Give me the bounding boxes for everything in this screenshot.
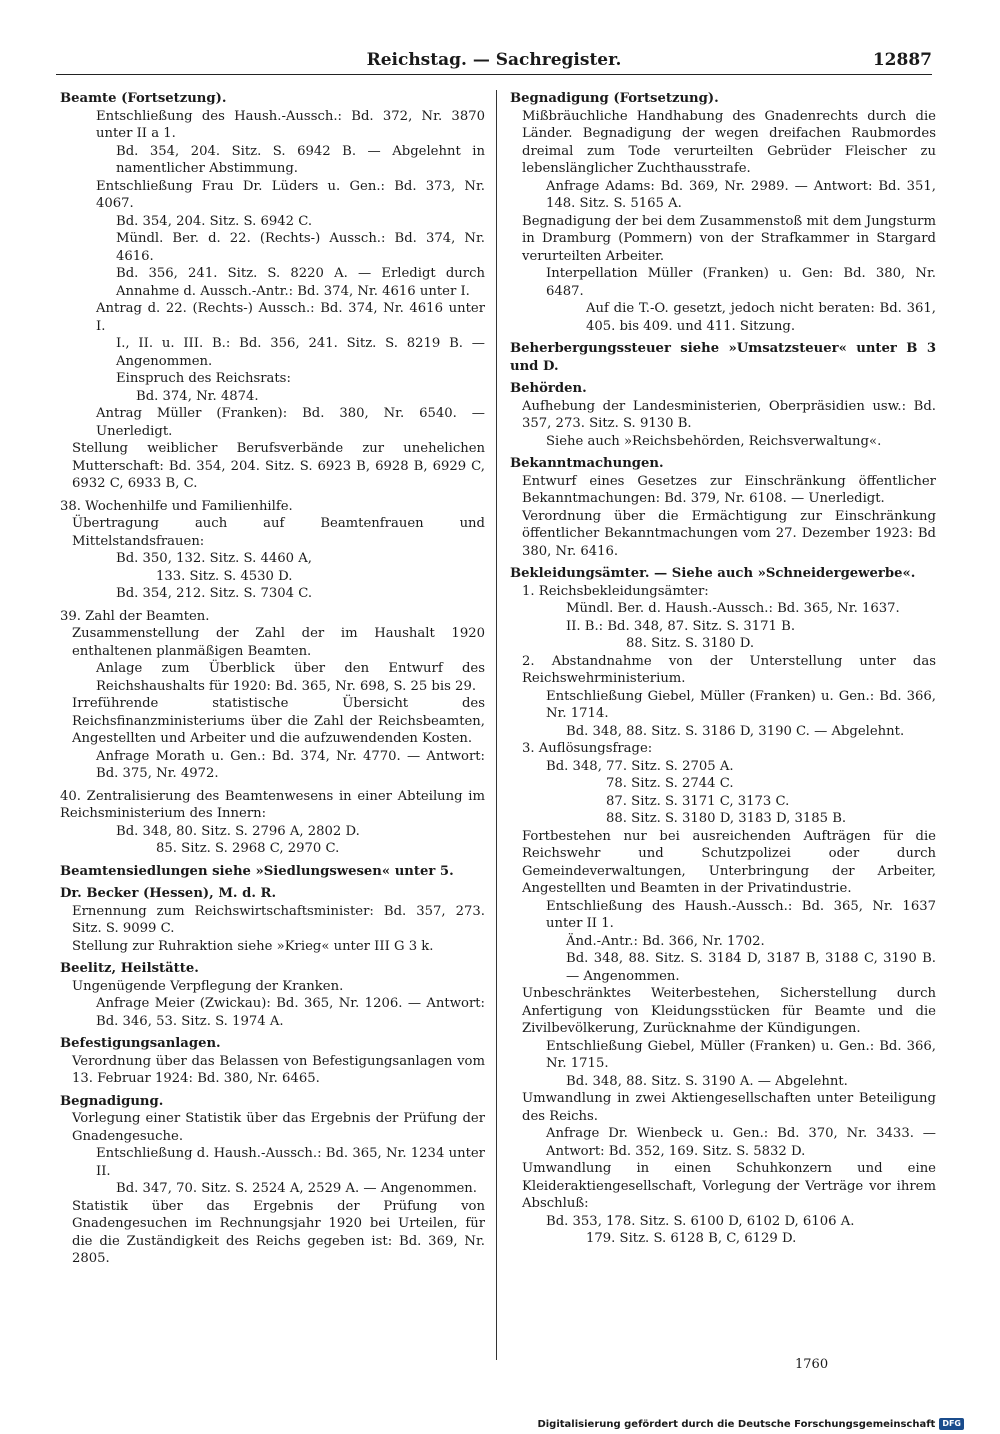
entry-line: Bd. 354, 204. Sitz. S. 6942 B. — Abgelehnt in namentlicher Abstimmung. [116, 143, 485, 176]
index-entry [510, 340, 936, 375]
entry-heading: Begnadigung. [60, 1093, 164, 1109]
entry-line: Bd. 348, 77. Sitz. S. 2705 A. [546, 758, 734, 774]
digitization-credit [537, 1418, 964, 1430]
entry-line: Änd.-Antr.: Bd. 366, Nr. 1702. [566, 933, 765, 949]
entry-line: Begnadigung der bei dem Zusammenstoß mit dem Jungsturm in Dramburg (Pommern) von der Strafkammer in Stargard verurteilten Arbeiter. [522, 213, 936, 264]
entry-line: Anfrage Dr. Wienbeck u. Gen.: Bd. 370, Nr. 3433. — Antwort: Bd. 352, 169. Sitz. S. 5832 D. [546, 1126, 936, 1159]
entry-line: Entschließung d. Haush.-Aussch.: Bd. 365, Nr. 1234 unter II. [96, 1146, 485, 1179]
entry-line: Umwandlung in zwei Aktiengesellschaften unter Beteiligung des Reichs. [522, 1091, 936, 1124]
right-column [510, 90, 936, 1360]
entry-line: Mündl. Ber. d. 22. (Rechts-) Aussch.: Bd. 374, Nr. 4616. [116, 231, 485, 264]
entry-line: Entschließung Giebel, Müller (Franken) u. Gen.: Bd. 366, Nr. 1715. [546, 1038, 936, 1071]
entry-line: Unbeschränktes Weiterbestehen, Sicherstellung durch Anfertigung von Kleidungsstücken für Beamte und die Zivilbevölkerung, Zurücknahme der Kündigungen. [522, 986, 936, 1036]
index-entry [60, 90, 485, 493]
entry-line: Anlage zum Überblick über den Entwurf des Reichshaushalts für 1920: Bd. 365, Nr. 698, S. 25 bis 29. [96, 661, 485, 694]
index-entry [510, 380, 936, 450]
entry-line: I., II. u. III. B.: Bd. 356, 241. Sitz. S. 8219 B. — Angenommen. [116, 336, 485, 369]
entry-heading: Beamtensiedlungen siehe »Siedlungswesen« unter 5. [60, 863, 454, 879]
entry-line: Bd. 354, 204. Sitz. S. 6942 C. [116, 213, 313, 229]
page-number-top: 12887 [872, 50, 932, 70]
entry-line: Entschließung des Haush.-Aussch.: Bd. 372, Nr. 3870 unter II a 1. [96, 108, 485, 141]
entry-line: Vorlegung einer Statistik über das Ergebnis der Prüfung der Gnadengesuche. [72, 1111, 485, 1144]
entry-line: Antrag Müller (Franken): Bd. 380, Nr. 6540. — Unerledigt. [96, 406, 485, 439]
entry-line: 1. Reichsbekleidungsämter: [522, 583, 709, 599]
entry-line: Übertragung auch auf Beamtenfrauen und Mittelstandsfrauen: [72, 516, 485, 549]
entry-line: Bd. 348, 88. Sitz. S. 3184 D, 3187 B, 3188 C, 3190 B. — Angenommen. [566, 951, 936, 984]
entry-line: Entschließung des Haush.-Aussch.: Bd. 365, Nr. 1637 unter II 1. [546, 898, 936, 931]
entry-line: Verordnung über das Belassen von Befestigungsanlagen vom 13. Februar 1924: Bd. 380, Nr. 6465. [72, 1053, 485, 1086]
left-column [60, 90, 485, 1360]
entry-line: Bd. 347, 70. Sitz. S. 2524 A, 2529 A. — Angenommen. [116, 1181, 477, 1196]
entry-line: Bd. 348, 88. Sitz. S. 3190 A. — Abgelehnt. [566, 1073, 848, 1089]
entry-line: 133. Sitz. S. 4530 D. [156, 568, 293, 584]
entry-line: 40. Zentralisierung des Beamtenwesens in einer Abteilung im Reichsministerium des Innern: [60, 788, 485, 821]
page-header [56, 44, 932, 75]
entry-line: Interpellation Müller (Franken) u. Gen: Bd. 380, Nr. 6487. [546, 266, 936, 299]
entry-line: 39. Zahl der Beamten. [60, 608, 210, 624]
entry-line: Siehe auch »Reichsbehörden, Reichsverwaltung«. [546, 433, 882, 449]
index-entry [60, 498, 485, 603]
index-entry [60, 1093, 485, 1268]
entry-line: Ernennung zum Reichswirtschaftsminister: Bd. 357, 273. Sitz. S. 9099 C. [72, 903, 485, 936]
entry-heading: Beamte (Fortsetzung). [60, 91, 227, 106]
entry-line: Bd. 350, 132. Sitz. S. 4460 A, [116, 551, 312, 566]
entry-line: Entschließung Frau Dr. Lüders u. Gen.: Bd. 373, Nr. 4067. [96, 178, 485, 211]
entry-line: Stellung weiblicher Berufsverbände zur unehelichen Mutterschaft: Bd. 354, 204. Sitz. S. 6923 B, 6928 B, 6929 C, 6932 C, 6933 B, C. [72, 441, 485, 491]
dfg-logo-icon: DFG [939, 1418, 964, 1430]
entry-line: Mündl. Ber. d. Haush.-Aussch.: Bd. 365, Nr. 1637. [566, 601, 900, 616]
entry-heading: Begnadigung (Fortsetzung). [510, 91, 719, 106]
entry-line: Irreführende statistische Übersicht des Reichsfinanzministeriums über die Zahl der Reichsbeamten, Angestellten und Arbeiter und die aufzuwendenden Kosten. [72, 696, 485, 746]
entry-line: Bd. 348, 80. Sitz. S. 2796 A, 2802 D. [116, 823, 360, 839]
entry-line: Verordnung über die Ermächtigung zur Einschränkung öffentlicher Bekanntmachungen vom 27. Dezember 1923: Bd 380, Nr. 6416. [522, 508, 936, 559]
entry-line: 88. Sitz. S. 3180 D, 3183 D, 3185 B. [606, 811, 847, 826]
index-entry [60, 788, 485, 858]
entry-heading: Bekleidungsämter. — Siehe auch »Schneidergewerbe«. [510, 566, 916, 581]
column-divider [496, 90, 497, 1360]
entry-line: Entschließung Giebel, Müller (Franken) u. Gen.: Bd. 366, Nr. 1714. [546, 688, 936, 721]
entry-line: II. B.: Bd. 348, 87. Sitz. S. 3171 B. [566, 618, 796, 634]
entry-heading: Beelitz, Heilstätte. [60, 961, 199, 976]
entry-line: 179. Sitz. S. 6128 B, C, 6129 D. [586, 1231, 797, 1246]
running-title: Reichstag. — Sachregister. [366, 50, 622, 70]
entry-line: Bd. 353, 178. Sitz. S. 6100 D, 6102 D, 6106 A. [546, 1213, 855, 1229]
entry-heading: Bekanntmachungen. [510, 456, 664, 471]
index-entry [60, 960, 485, 1030]
entry-line: Bd. 354, 212. Sitz. S. 7304 C. [116, 586, 313, 601]
entry-line: 3. Auflösungsfrage: [522, 741, 653, 756]
entry-line: Zusammenstellung der Zahl der im Haushalt 1920 enthaltenen planmäßigen Beamten. [72, 626, 485, 659]
entry-line: 85. Sitz. S. 2968 C, 2970 C. [156, 841, 340, 856]
entry-line: Einspruch des Reichsrats: [116, 371, 291, 386]
entry-line: Antrag d. 22. (Rechts-) Aussch.: Bd. 374, Nr. 4616 unter I. [96, 301, 485, 334]
entry-line: 78. Sitz. S. 2744 C. [606, 776, 734, 791]
index-entry [510, 565, 936, 1248]
entry-line: Bd. 348, 88. Sitz. S. 3186 D, 3190 C. — Abgelehnt. [566, 723, 905, 739]
entry-line: Umwandlung in einen Schuhkonzern und eine Kleideraktiengesellschaft, Vorlegung der Verträge vor ihrem Abschluß: [522, 1161, 936, 1211]
entry-line: 38. Wochenhilfe und Familienhilfe. [60, 498, 293, 514]
entry-heading: Befestigungsanlagen. [60, 1036, 221, 1051]
entry-line: Anfrage Morath u. Gen.: Bd. 374, Nr. 4770. — Antwort: Bd. 375, Nr. 4972. [96, 748, 485, 781]
index-entry [510, 455, 936, 560]
page-number-bottom: 1760 [795, 1357, 829, 1372]
index-entry [60, 608, 485, 783]
entry-heading: Dr. Becker (Hessen), M. d. R. [60, 886, 277, 901]
entry-line: Statistik über das Ergebnis der Prüfung von Gnadengesuchen im Rechnungsjahr 1920 bei Urteilen, für die die Zuständigkeit des Reichs gegeben ist: Bd. 369, Nr. 2805. [72, 1198, 485, 1266]
entry-line: Auf die T.-O. gesetzt, jedoch nicht beraten: Bd. 361, 405. bis 409. und 411. Sitzung. [586, 301, 936, 334]
entry-line: 88. Sitz. S. 3180 D. [626, 636, 755, 651]
index-entry [510, 90, 936, 335]
entry-line: Fortbestehen nur bei ausreichenden Aufträgen für die Reichswehr und Schutzpolizei oder durch Gemeindeverwaltungen, Unterbringung der Arbeiter, Angestellten und Beamten in der Privatindustrie. [522, 828, 936, 896]
entry-line: 2. Abstandnahme von der Unterstellung unter das Reichswehrministerium. [522, 653, 936, 686]
entry-heading: Beherbergungssteuer siehe »Umsatzsteuer« unter B 3 und D. [510, 341, 936, 374]
index-entry [60, 1035, 485, 1088]
index-entry [60, 885, 485, 955]
entry-line: Bd. 374, Nr. 4874. [136, 388, 259, 404]
entry-line: Mißbräuchliche Handhabung des Gnadenrechts durch die Länder. Begnadigung der wegen dreifachen Raubmordes dreimal zum Tode verurteilten Gebrüder Fleischer zu lebenslänglicher Zuchthausstrafe. [522, 108, 936, 176]
entry-line: Anfrage Adams: Bd. 369, Nr. 2989. — Antwort: Bd. 351, 148. Sitz. S. 5165 A. [546, 178, 936, 211]
entry-line: Bd. 356, 241. Sitz. S. 8220 A. — Erledigt durch Annahme d. Aussch.-Antr.: Bd. 374, Nr. 4616 unter I. [116, 266, 485, 299]
entry-heading: Behörden. [510, 381, 587, 396]
index-entry [60, 863, 485, 881]
entry-line: Entwurf eines Gesetzes zur Einschränkung öffentlicher Bekanntmachungen: Bd. 379, Nr. 6108. — Unerledigt. [522, 473, 936, 506]
credit-text: Digitalisierung gefördert durch die Deutsche Forschungsgemeinschaft [537, 1418, 936, 1430]
entry-line: Aufhebung der Landesministerien, Oberpräsidien usw.: Bd. 357, 273. Sitz. S. 9130 B. [522, 398, 936, 431]
entry-line: Anfrage Meier (Zwickau): Bd. 365, Nr. 1206. — Antwort: Bd. 346, 53. Sitz. S. 1974 A. [96, 996, 485, 1029]
entry-line: Stellung zur Ruhraktion siehe »Krieg« unter III G 3 k. [72, 938, 434, 954]
entry-line: 87. Sitz. S. 3171 C, 3173 C. [606, 793, 790, 809]
entry-line: Ungenügende Verpflegung der Kranken. [72, 978, 344, 994]
